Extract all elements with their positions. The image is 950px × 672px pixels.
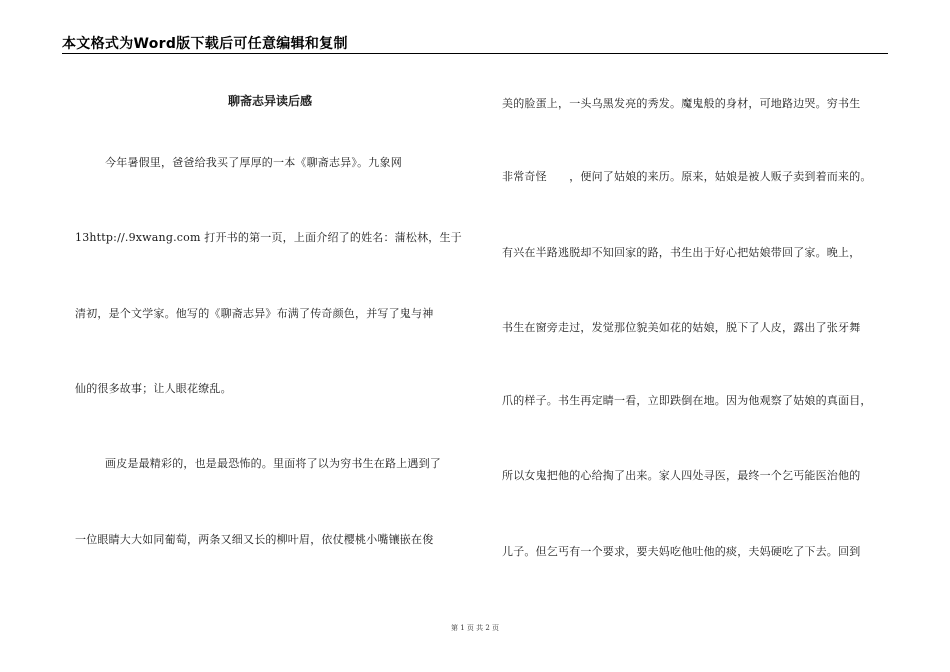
document-header [62,33,888,53]
paragraph-line: 儿子。但乞丐有一个要求，要夫妈吃他吐他的痰，夫妈硬吃了下去。回到 [502,545,861,558]
paragraph-line: 清初，是个文学家。他写的《聊斋志异》布满了传奇颜色，并写了鬼与神 [75,307,434,320]
header-divider [62,53,888,54]
paragraph-line: 今年暑假里，爸爸给我买了厚厚的一本《聊斋志异》。九象网 [105,156,402,169]
paragraph-line: 一位眼睛大大如同葡萄，两条又细又长的柳叶眉，依仗樱桃小嘴镶嵌在俊 [75,533,434,546]
paragraph-line: 所以女鬼把他的心给掏了出来。家人四处寻医，最终一个乞丐能医治他的 [502,469,861,482]
paragraph-line: 美的脸蛋上，一头乌黑发亮的秀发。魔鬼般的身材，可地路边哭。穷书生 [502,97,861,110]
paragraph-line: 书生在窗旁走过，发觉那位貌美如花的姑娘，脱下了人皮，露出了张牙舞 [502,321,861,334]
paragraph-line: 13http://.9xwang.com 打开书的第一页，上面介绍了的姓名：蒲松林，生于 [75,231,462,244]
paragraph-line: 非常奇怪 ，便问了姑娘的来历。原来，姑娘是被人贩子卖到着而来的。 [502,170,872,183]
paragraph-line: 有兴在半路逃脱却不知回家的路，书生出于好心把姑娘带回了家。晚上， [502,246,861,259]
paragraph-line: 仙的很多故事；让人眼花缭乱。 [75,382,232,395]
page-number: 第 1 页 共 2 页 [450,624,500,632]
paragraph-line: 画皮是最精彩的，也是最恐怖的。里面将了以为穷书生在路上遇到了 [105,457,441,470]
paragraph-line: 爪的样子。书生再定睛一看，立即跌倒在地。因为他观察了姑娘的真面目， [502,394,872,407]
article-title: 聊斋志异读后感 [227,94,312,108]
header-text: 本文格式为Word版下载后可任意编辑和复制 [62,36,348,52]
